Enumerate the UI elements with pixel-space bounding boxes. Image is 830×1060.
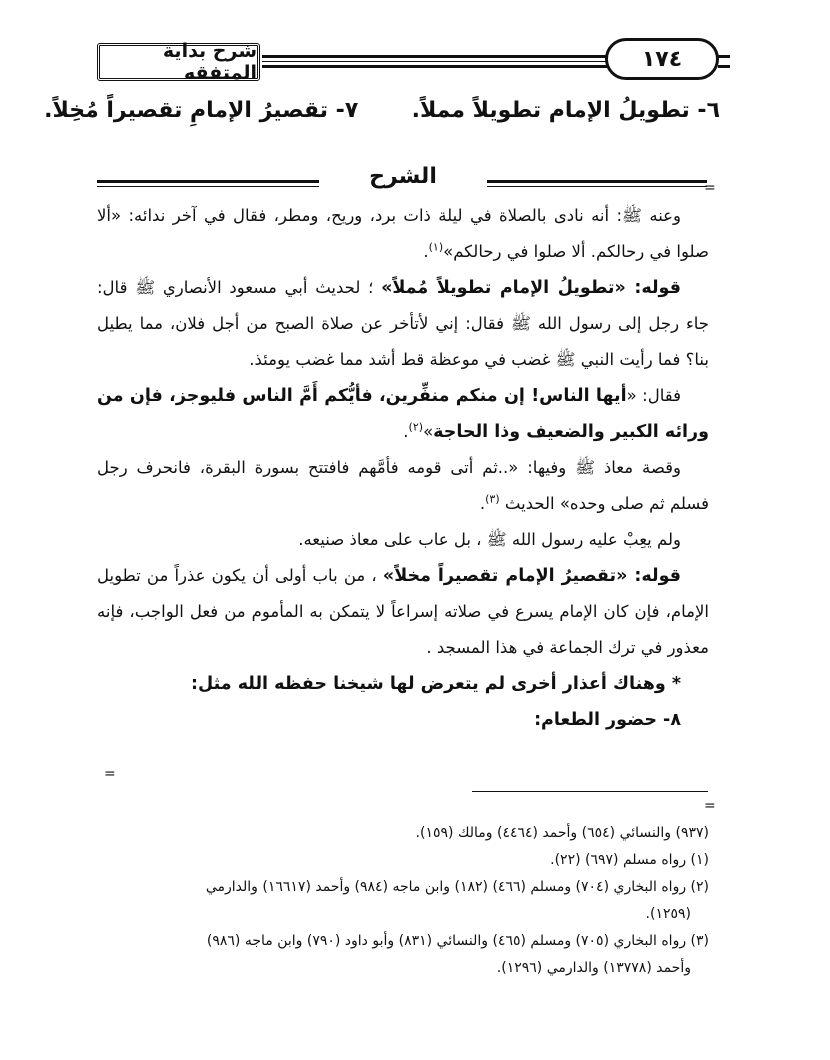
book-title-box: [97, 40, 260, 84]
paragraph-3-close: »: [423, 422, 434, 441]
footnote-1: (١) رواه مسلم (٦٩٧) (٢٢).: [550, 852, 709, 868]
matn-heading: [44, 98, 720, 123]
footnote-3: (٣) رواه البخاري (٧٠٥) ومسلم (٤٦٥) والنسائي (٨٣١) وأبو داود (٧٩٠) وابن ماجه (٩٨٦): [206, 933, 709, 949]
footnote-rule: [472, 791, 708, 792]
footnote-ref-2: (٢): [408, 420, 424, 434]
book-title: شرح بداية المتفقه: [162, 40, 257, 84]
paragraph-7: [97, 666, 709, 702]
header-rule-top: [262, 55, 618, 58]
header-rule-middle: [262, 61, 618, 62]
footnotes: [97, 820, 709, 982]
divider-thin-right: [487, 186, 707, 187]
paragraph-4-end: .: [479, 494, 486, 513]
paragraph-4-text: وقصة معاذ ﷺ وفيها: «..ثم أتى قومه فأمَّهم فافتتح بسورة البقرة، فانحرف رجل فسلم ثم صلى وحده» الحديث: [97, 458, 709, 513]
paragraph-2-text: ؛ لحديث أبي مسعود الأنصاري ﷺ قال: جاء رجل إلى رسول الله ﷺ فقال: إني لأتأخر عن صلاة الصبح من أجل فلان، مما يطيل بنا؟ فما رأيت النبي ﷺ غضب في موعظة قط أشد مما غضب يومئذ.: [97, 278, 709, 369]
header-rules: [262, 55, 618, 71]
footnote-3-cont: وأحمد (١٣٧٧٨) والدارمي (١٢٩٦).: [496, 960, 691, 976]
page-number-badge: [605, 38, 719, 80]
paragraph-6-lead: قوله: «تقصيرُ الإمام تقصيراً مخلاً»: [382, 566, 682, 586]
footnote-ref-1: (١): [428, 240, 444, 254]
sharh-divider: [97, 164, 707, 194]
margin-mark: =: [704, 180, 716, 196]
paragraph-6: [97, 558, 709, 666]
commentary-body: [97, 198, 709, 738]
paragraph-8-text: ٨- حضور الطعام:: [534, 710, 681, 730]
footnote-ref-3: (٣): [485, 492, 500, 506]
margin-mark: =: [104, 766, 116, 782]
paragraph-8: [97, 702, 709, 738]
footnote-2: (٢) رواه البخاري (٧٠٤) ومسلم (٤٦٦) (١٨٢) وابن ماجه (٩٨٤) وأحمد (١٦٦١٧) والدارمي: [205, 879, 709, 895]
paragraph-6-text: ، من باب أولى أن يكون عذراً من تطويل الإمام، فإن كان الإمام يسرع في صلاته إسراعاً لا يتمكن به المأموم من فعل الواجب، فإنه معذور في ترك الجماعة في هذا المسجد .: [97, 566, 709, 657]
paragraph-1: [97, 198, 709, 270]
footnote-continuation: (٩٣٧) والنسائي (٦٥٤) وأحمد (٤٤٦٤) ومالك (١٥٩).: [415, 825, 709, 841]
header-rule-end: [718, 55, 730, 68]
paragraph-3-hadith: أيها الناس! إن منكم منفِّرين، فأيُّكم أَمَّ الناس فليوجز، فإن من ورائه الكبير والضعيف وذا الحاجة: [97, 386, 709, 442]
section-title: الشرح: [369, 164, 437, 189]
footnote-2-cont: (١٢٥٩).: [645, 906, 691, 922]
paragraph-7-text: * وهناك أعذار أخرى لم يتعرض لها شيخنا حفظه الله مثل:: [191, 674, 681, 694]
divider-line-left: [97, 180, 319, 183]
page-number: ١٧٤: [641, 46, 683, 72]
paragraph-3-open: فقال: «: [626, 386, 681, 405]
paragraph-4: [97, 450, 709, 522]
paragraph-1-end: .: [423, 242, 429, 261]
paragraph-5: [97, 522, 709, 558]
paragraph-1-text: وعنه ﷺ: أنه نادى بالصلاة في ليلة ذات برد، وريح، ومطر، فقال في آخر ندائه: «ألا صلوا في رحالكم. ألا صلوا في رحالكم»: [97, 206, 709, 261]
matn-item-7: ٧- تقصيرُ الإمامِ تقصيراً مُخِلاً.: [44, 98, 359, 123]
divider-line-right: [487, 180, 707, 183]
paragraph-2-lead: قوله: «تطويلُ الإمام تطويلاً مُملاً»: [381, 278, 681, 298]
divider-thin-left: [97, 186, 319, 187]
paragraph-3: [97, 378, 709, 450]
header-rule-bottom: [262, 65, 618, 68]
paragraph-2: [97, 270, 709, 378]
paragraph-3-end: .: [403, 422, 409, 441]
margin-mark: =: [704, 798, 716, 814]
paragraph-5-text: ولم يعِبْ عليه رسول الله ﷺ ، بل عاب على معاذ صنيعه.: [298, 530, 681, 549]
matn-item-6: ٦- تطويلُ الإمام تطويلاً مملاً.: [411, 98, 720, 123]
